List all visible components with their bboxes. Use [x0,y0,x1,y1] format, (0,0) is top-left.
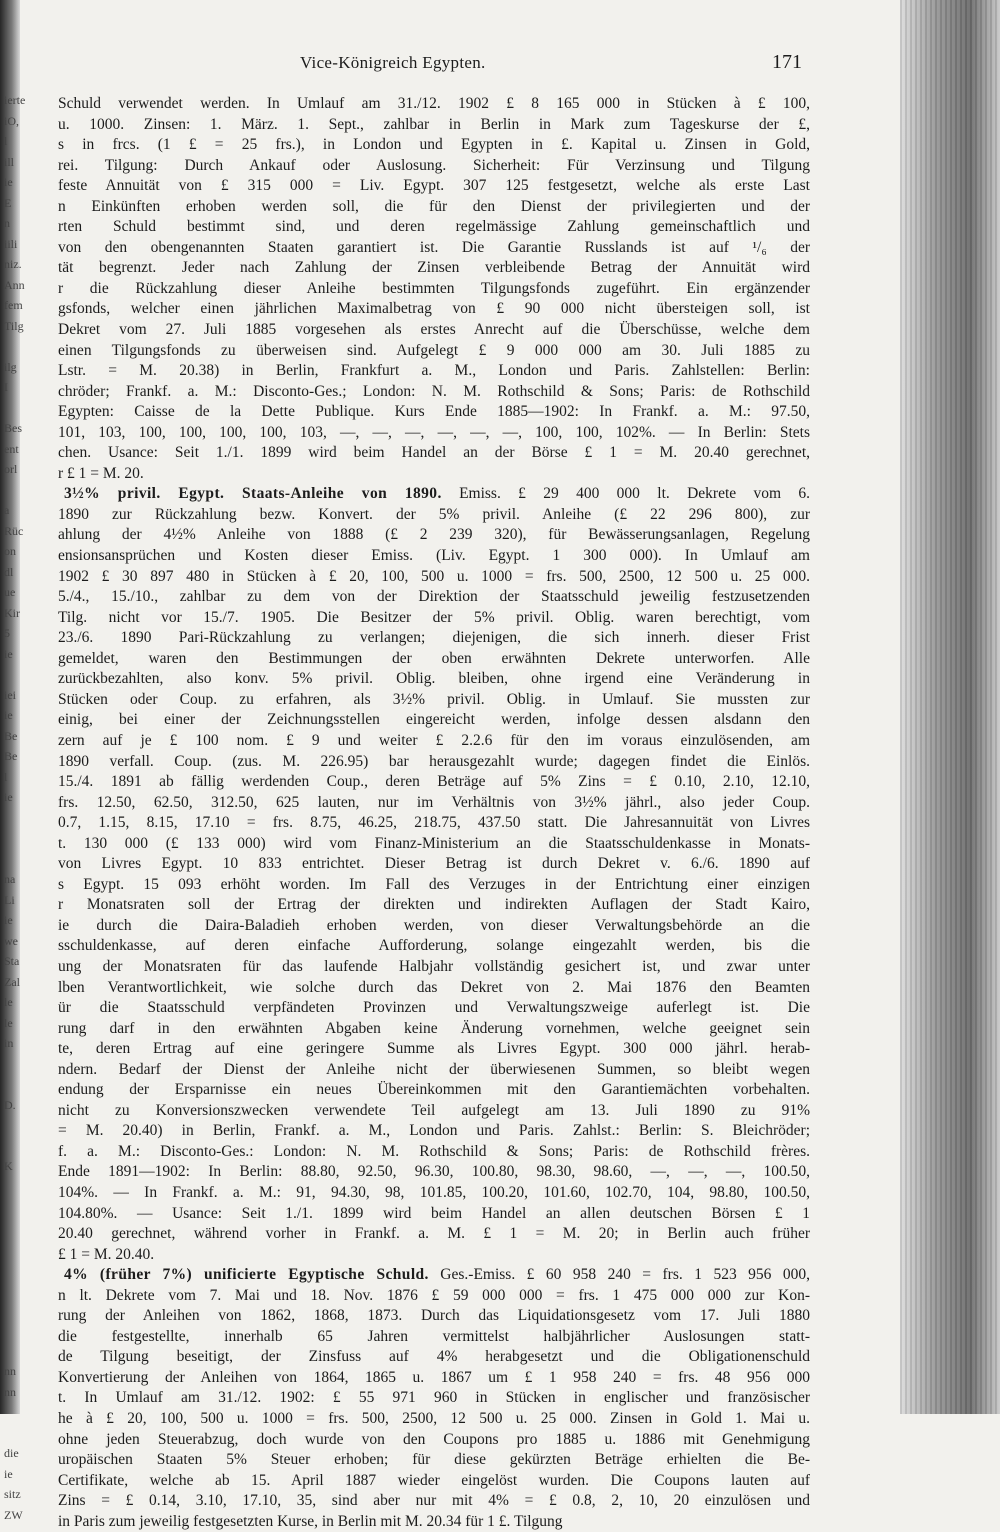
left-margin-fragment [4,336,62,357]
text-line: ahlung der 4½% Anleihe von 1888 (£ 2 239 320), für Bewässerungsanlagen, Regelung [58,526,810,544]
left-margin-fragment [4,480,62,501]
text-line: die festgestellte, innerhalb 65 Jahren vermittelst halbjährlicher Auslosungen statt- [58,1327,810,1345]
left-margin-fragment: a [4,503,10,517]
text-line: ohne jeden Steuerabzug, doch wurde von den Coupons pro 1885 u. 1886 mit Genehmigung [58,1430,810,1448]
text-line: chen. Usance: Seit 1./1. 1899 wird beim Handel an der Börse £ 1 = M. 20.40 gerechnet, [58,444,810,462]
text-line: lben Verantwortlichkeit, wie solche durch das Dekret von 2. Mai 1876 den Beamten [58,978,810,996]
text-line: 5./4., 15./10., zahlbar zu dem von der Direktion der Staatsschuld jeweilig festzusetzenden [58,588,810,606]
text-line: zurückbezahlten, also konv. 5% privil. Oblig. bleiben, ohne irgend eine Veränderung in [58,670,810,688]
left-margin-fragment [4,1177,62,1198]
left-margin-fragment: iei [4,687,16,702]
text-line: Zins = £ 0.14, 3.10, 17.10, 35, sind aber nur mit 4% = £ 0.8, 2, 10, 20 einzulösen und [58,1492,810,1510]
text-line: 23./6. 1890 Pari-Rückzahlung zu verlangen; diejenigen, die sich innerh. dieser Frist [58,629,810,647]
left-margin-fragment: le [4,995,13,1009]
text-line: 101, 103, 100, 100, 100, 100, 103, —, —, —, —, —, —, 100, 100, 102%. — In Berlin: Stets [58,423,810,441]
text-line: einig, bei einer der Zeichnungsstellen eingereicht werden, infolge dessen alsdann den [58,711,810,729]
left-margin-fragment: Ann [4,277,25,292]
left-margin-fragment [4,808,62,829]
text-line: Konvertierung der Anleihen von 1864, 1865 u. 1867 um £ 1 958 240 = frs. 48 956 000 [58,1368,810,1386]
paragraph-privileged-loan-1890 [58,484,810,1265]
text-line: 1902 £ 30 897 480 in Stücken à £ 20, 100, 500 u. 1000 = frs. 500, 2500, 12 500 u. 25 000. [58,567,810,585]
text-line: Stücken oder Coup. zu erfahren, als 3½% privil. Oblig. in Umlauf. Sie mussten zur [58,690,810,708]
text-line: chröder; Frankf. a. M.: Disconto-Ges.; London: N. M. Rothschild & Sons; Paris: de Rothschild [58,382,810,400]
left-margin-fragment: ierte [4,93,26,107]
text-line: ndern. Bedarf der Dienst der Anleihe nicht der überwiesenen Summen, so bleibt wegen [58,1060,810,1078]
text-line: Lstr. = M. 20.38) in Berlin, Frankfurt a. M., London und Paris. Zahlstellen: Berlin: [58,362,810,380]
text-line: einen Tilgungsfonds zu überweisen sind. Aufgelegt £ 9 000 000 am 30. Juli 1885 zu [58,341,810,359]
left-margin-fragment: ZW [4,1507,23,1522]
left-margin-fragment: on [4,544,16,558]
text-line: u. 1000. Zinsen: 1. März. 1. Sept., zahlbar in Berlin in Mark zum Tageskurse der £, [58,115,810,133]
left-margin-fragment [4,1238,62,1259]
left-margin-fragment: Li [4,892,15,907]
text-line: 15./4. 1891 ab fällig werdenden Coup., deren Beträge auf 5% Zins = £ 0.10, 2.10, 12.10, [58,773,810,791]
left-margin-fragment: Zal [4,974,20,989]
left-margin-fragment [4,1074,62,1095]
text-line: ensionsansprüchen und Kosten dieser Emiss. (Liv. Egypt. 1 300 000). In Umlauf am [58,547,810,565]
text-line: in Paris zum jeweilig festgesetzten Kurse, in Berlin mit M. 20.34 für 1 £. Tilgung [58,1512,563,1530]
left-margin-fragment: niz. [4,257,22,271]
left-margin-fragment [4,1320,62,1341]
text-line: tät begrenzt. Jeder nach Zahlung der Zinsen verbleibende Betrag der Annuität wird [58,259,810,277]
left-margin-fragment: iili [4,236,18,251]
text-line: 0.7, 1.15, 8.15, 17.10 = frs. 8.75, 46.25, 218.75, 437.50 statt. Die Jahresannuität von Livres [58,814,810,832]
text-line: n lt. Dekrete vom 7. Mai und 18. Nov. 1876 £ 59 000 000 = frs. 1 475 000 000 zur Kon- [58,1286,810,1304]
left-margin-fragment [4,1341,62,1362]
left-margin-fragment: ue [4,585,16,599]
left-margin-fragment: D. [4,1097,16,1112]
text-line: ie durch die Daira-Baladieh erhoben werden, von dieser Verwaltungsbehörde an die [58,916,810,934]
text-line: Dekret vom 27. Juli 1885 vorgesehen als erstes Anrecht auf die Überschüsse, welche dem [58,321,810,339]
left-margin-fragment: fem [4,298,23,312]
left-margin-fragment: na [4,872,16,886]
left-margin-fragment: Bes [4,421,22,435]
left-margin-fragment: n [4,216,10,230]
left-margin-fragment [4,398,62,419]
left-margin-fragment: iO, [4,113,19,128]
left-margin-fragment [4,1115,62,1136]
text-line: s Egypt. 15 093 erhöht worden. Im Fall des Verzuges in der Entrichtung einer einzigen [58,875,810,893]
text-line: gsfonds, welcher einen jährlichen Maximalbetrag von £ 90 000 nicht übersteigen soll, ist [58,300,810,318]
left-margin-fragment [4,1279,62,1300]
left-margin-fragment: ie [4,913,13,927]
left-margin-fragment: ie [4,646,13,661]
text-line: 1890 verfall. Coup. (zus. M. 226.95) bar herausgezahlt wurde; dagegen findet die Einlös. [58,752,810,770]
left-margin-fragment: E [4,195,12,210]
left-margin-fragment: dl [4,564,14,579]
text-line: sschuldenkasse, auf deren einfache Aufforderung, solange eingezahlt werden, bis die [58,937,810,955]
running-header: Vice-Königreich Egypten. [300,53,486,72]
section-title: 3½% privil. Egypt. Staats-Anleihe von 1890. [64,485,442,503]
text-line: 104%. — In Frankf. a. M.: 91, 94.30, 98, 101.85, 100.20, 101.60, 102.70, 104, 98.80, 100.50, [58,1183,810,1201]
left-margin-fragment [4,1197,62,1218]
text-line: t. In Umlauf am 31./12. 1902: £ 55 971 960 in Stücken in englischer und französischer [58,1389,810,1407]
section-title-line [58,1265,810,1286]
section-title-rest: Emiss. £ 29 400 000 lt. Dekrete vom 6. [441,485,810,503]
left-margin-fragments [4,90,62,1525]
text-line: Tilg. nicht vor 15./7. 1905. Die Besitzer der 5% privil. Oblig. waren berechtigt, vom [58,608,810,626]
text-line: von den obengenannten Staaten garantiert ist. Die Garantie Russlands ist auf ¹/₆ der [58,238,810,256]
paragraph-egyptian-guaranteed-loan [58,94,810,484]
text-line: uropäischen Staaten 5% Steuer erhoben; für diese gekürzten Beträge erhielten die Be- [58,1451,810,1469]
right-page-edge [900,0,1000,1414]
left-margin-fragment: Tilg [4,318,24,333]
left-margin-fragment: Kir [4,605,20,620]
text-line: nicht zu Konversionszwecken verwendete Teil aufgelegt am 13. Juli 1890 zu 91% [58,1101,810,1119]
text-line: von Livres Egypt. 10 833 entrichtet. Dieser Betrag ist durch Dekret v. 6./6. 1890 auf [58,855,810,873]
left-margin-fragment: 5 [4,626,10,640]
section-title-line [58,484,810,505]
left-margin-fragment [4,664,62,685]
text-line: r die Rückzahlung dieser Anleihe bestimmten Tilgungsfonds zugeführt. Ein ergänzender [58,279,810,297]
left-margin-fragment: in [4,1036,14,1050]
text-line: frs. 12.50, 62.50, 312.50, 625 lauten, nur im Verhältnis von 3½% jährl., also jeder Coup. [58,793,810,811]
text-line: Certifikate, welche ab 15. April 1887 wieder eingelöst wurden. Die Coupons lauten auf [58,1471,810,1489]
left-margin-fragment [4,1136,62,1157]
left-margin-fragment: Be [4,728,18,743]
left-margin-fragment: Rüc [4,523,24,538]
left-margin-fragment: ilg [4,359,17,374]
left-margin-fragment: orl [4,462,18,476]
text-line: £ 1 = M. 20.40. [58,1245,155,1263]
page-body [58,94,810,1532]
text-line: n Einkünften erhoben werden soll, die für den Dienst der privilegierten und der [58,197,810,215]
page-number: 171 [772,51,802,73]
text-line: zern auf je £ 100 nom. £ 9 und weiter £ 2.2.6 für den im voraus einzulösenden, am [58,731,810,749]
left-margin-fragment: nn [4,1384,16,1399]
left-margin-fragment [4,1423,62,1444]
left-margin-fragment: nn [4,1364,16,1378]
text-line: de Tilgung beseitigt, der Zinsfuss auf 4% herabgesetzt und die Obligationenschuld [58,1348,810,1366]
left-margin-fragment: ent [4,441,19,456]
text-line: 1890 zur Rückzahlung bezw. Konvert. der 5% privil. Anleihe (£ 22 296 800), zur [58,505,810,523]
left-margin-fragment: I [4,380,8,394]
text-line: f. a. M.: Disconto-Ges.: London: N. M. Rothschild & Sons; Paris: de Rothschild frères. [58,1142,810,1160]
left-margin-fragment [4,849,62,870]
left-margin-fragment: Sta [4,954,20,968]
text-line: Schuld verwendet werden. In Umlauf am 31./12. 1902 £ 8 165 000 in Stücken à £ 100, [58,95,810,112]
text-line: feste Annuität von £ 315 000 = Liv. Egypt. 307 125 festgesetzt, welche als erste Last [58,177,810,195]
text-line: gemeldet, waren den Bestimmungen der oben erwähnten Dekrete unterworfen. Alle [58,649,810,667]
text-line: ür die Staatsschuld verpfändeten Provinzen und Verwaltungszweige auferlegt ist. Die [58,999,810,1017]
left-margin-fragment: ie [4,1466,13,1481]
left-margin-fragment: Be [4,749,18,763]
left-margin-fragment: we [4,933,18,948]
left-margin-fragment: l [4,769,8,784]
left-margin-fragment: ie [4,708,13,722]
text-line: rung darf in den erwähnten Abgaben keine Änderung vornehmen, welche geeignet sein [58,1019,810,1037]
text-line: r £ 1 = M. 20. [58,464,144,482]
left-margin-fragment [4,1300,62,1321]
text-line: he à £ 20, 100, 500 u. 1000 = frs. 500, 2500, 12 500 u. 25 000. Zinsen in Gold 1. Mai u. [58,1410,810,1427]
text-line: rei. Tilgung: Durch Ankauf oder Auslosung. Sicherheit: Für Verzinsung und Tilgung [58,156,810,174]
section-title-rest: Ges.-Emiss. £ 60 958 240 = frs. 1 523 956 000, [428,1266,810,1284]
left-margin-fragment [4,1259,62,1280]
left-margin-fragment [4,1054,62,1075]
left-margin-fragment: ie [4,175,13,189]
left-margin-fragment: ie [4,790,13,804]
text-line: Egypten: Caisse de la Dette Publique. Kurs Ende 1885—1902: In Frankf. a. M.: 97.50, [58,403,810,421]
paragraph-unified-debt [58,1265,810,1532]
text-line: te, deren Ertrag auf eine geringere Summe als Livres Egypt. 300 000 jährl. herab- [58,1040,810,1058]
left-margin-fragment: l [4,134,8,148]
left-margin-fragment [4,1402,62,1423]
text-line: = M. 20.40) in Berlin, Frankf. a. M., London und Paris. Zahlst.: Berlin: S. Bleichröder; [58,1122,810,1140]
section-title: 4% (früher 7%) unificierte Egyptische Schuld. [64,1266,429,1284]
left-margin-fragment [4,1218,62,1239]
text-line: t. 130 000 (£ 133 000) wird vom Finanz-Ministerium an die Staatsschuldenkasse in Monats- [58,834,810,852]
left-margin-fragment: die [4,1446,19,1460]
left-margin-fragment: ill [4,154,15,169]
text-line: 104.80%. — Usance: Seit 1./1. 1899 wird beim Handel an allen deutschen Börsen £ 1 [58,1204,810,1222]
left-margin-fragment: le [4,1015,13,1030]
text-line: r Monatsraten soll der Ertrag der direkten und indirekten Auflagen der Stadt Kairo, [58,896,810,914]
text-line: 20.40 gerechnet, während vorher in Frankf. a. M. £ 1 = M. 20; in Berlin auch früher [58,1225,810,1243]
text-line: endung der Ersparnisse ein neues Übereinkommen mit den Garantiemächten vorbehalten. [58,1081,810,1099]
text-line: rten Schuld bestimmt sind, und deren regelmässige Zahlung gemeinschaftlich und [58,218,810,236]
text-line: Ende 1891—1902: In Berlin: 88.80, 92.50, 96.30, 100.80, 98.30, 98.60, —, —, —, 100.50, [58,1163,810,1181]
text-line: ung der Monatsraten für das laufende Halbjahr vollständig gesichert ist, und zwar unter [58,957,810,975]
text-line: rung der Anleihen von 1862, 1868, 1873. Durch das Liquidationsgesetz vom 17. Juli 1880 [58,1307,810,1325]
left-margin-fragment: sitz [4,1487,21,1501]
left-margin-fragment: K [4,1159,13,1173]
text-line: s in frcs. (1 £ = 25 frs.), in London und Egypten in £. Kapital u. Zinsen in Gold, [58,136,810,154]
left-margin-fragment [4,828,62,849]
